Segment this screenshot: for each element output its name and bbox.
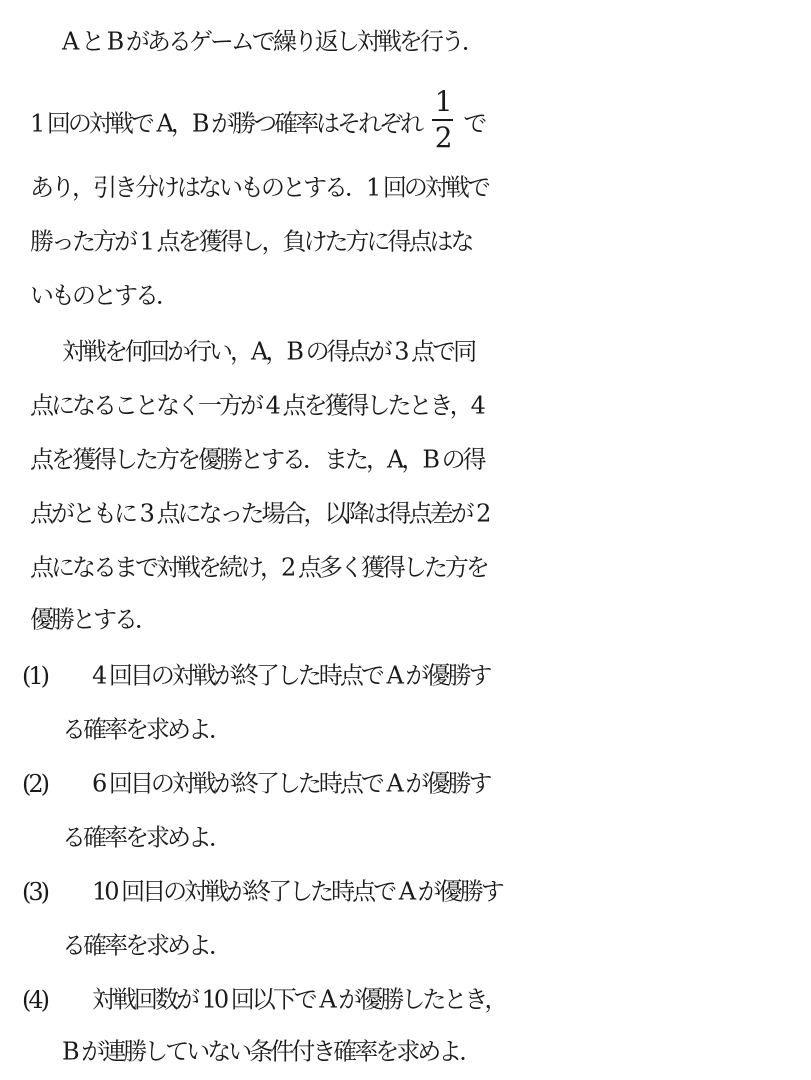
paragraph1-line1 [62, 12, 811, 68]
paragraph2-line4 [30, 484, 811, 540]
question-4-line2 [62, 1022, 811, 1078]
paragraph1-line2 [30, 76, 811, 168]
paragraph2-line3 [30, 430, 811, 486]
paragraph1-line5 [30, 266, 811, 322]
paragraph2-line1-text: 対戦を何回か行い，A，B の得点が 3 点で同 [62, 337, 475, 366]
question-3-text-line1: 10 回目の対戦が終了した時点で A が優勝す [92, 877, 502, 906]
question-2-label: (2) [22, 769, 47, 798]
question-4-label: (4) [22, 985, 47, 1014]
question-2-line2 [62, 808, 811, 864]
paragraph1-line2-after-text: で [463, 109, 485, 138]
paragraph2-line6-text: 優勝とする． [30, 605, 156, 634]
question-4-text-line2: B が連勝していない条件付き確率を求めよ． [62, 1037, 481, 1066]
paragraph2-line6 [30, 590, 811, 646]
question-4-text-line1: 対戦回数が 10 回以下で A が優勝したとき， [92, 985, 506, 1014]
paragraph2-line3-text: 点を獲得した方を優勝とする．また，A，B の得 [30, 445, 484, 474]
paragraph1-line4-text: 勝った方が 1 点を獲得し，負けた方に得点はな [30, 227, 472, 256]
paragraph1-line5-text: いものとする． [30, 281, 177, 310]
fraction-denominator: 2 [434, 120, 450, 154]
question-3-line2 [62, 916, 811, 972]
question-1-text-line2: る確率を求めよ． [62, 715, 230, 744]
question-2-line1 [22, 754, 811, 810]
question-3-text-line2: る確率を求めよ． [62, 931, 230, 960]
paragraph2-line5-text: 点になるまで対戦を続け，2 点多く獲得した方を [30, 553, 487, 582]
question-1-line1 [22, 646, 811, 702]
question-4-line1 [22, 970, 811, 1026]
paragraph1-line2-before-text: 1 回の対戦で A，B が勝つ確率はそれぞれ [30, 109, 422, 138]
paragraph2-line2-text: 点になることなく一方が 4 点を獲得したとき，4 [30, 391, 483, 420]
question-2-text-line2: る確率を求めよ． [62, 823, 230, 852]
question-3-label: (3) [22, 877, 47, 906]
question-1-line2 [62, 700, 811, 756]
question-3-line1 [22, 862, 811, 918]
paragraph2-line1 [62, 322, 811, 378]
paragraph2-line2 [30, 376, 811, 432]
paragraph1-line3-text: あり，引き分けはないものとする．1 回の対戦で [30, 173, 488, 202]
question-1-label: (1) [22, 661, 47, 690]
question-1-text-line1: 4 回目の対戦が終了した時点で A が優勝す [92, 661, 490, 690]
fraction-numerator: 1 [434, 84, 450, 118]
question-2-text-line1: 6 回目の対戦が終了した時点で A が優勝す [92, 769, 490, 798]
paragraph1-line1-text: A と B があるゲームで繰り返し対戦を行う． [62, 27, 483, 56]
paragraph1-line4 [30, 212, 811, 268]
paragraph2-line5 [30, 538, 811, 594]
paragraph1-line3 [30, 158, 811, 214]
probability-fraction [432, 84, 453, 154]
paragraph2-line4-text: 点がともに 3 点になった場合，以降は得点差が 2 [30, 499, 489, 528]
